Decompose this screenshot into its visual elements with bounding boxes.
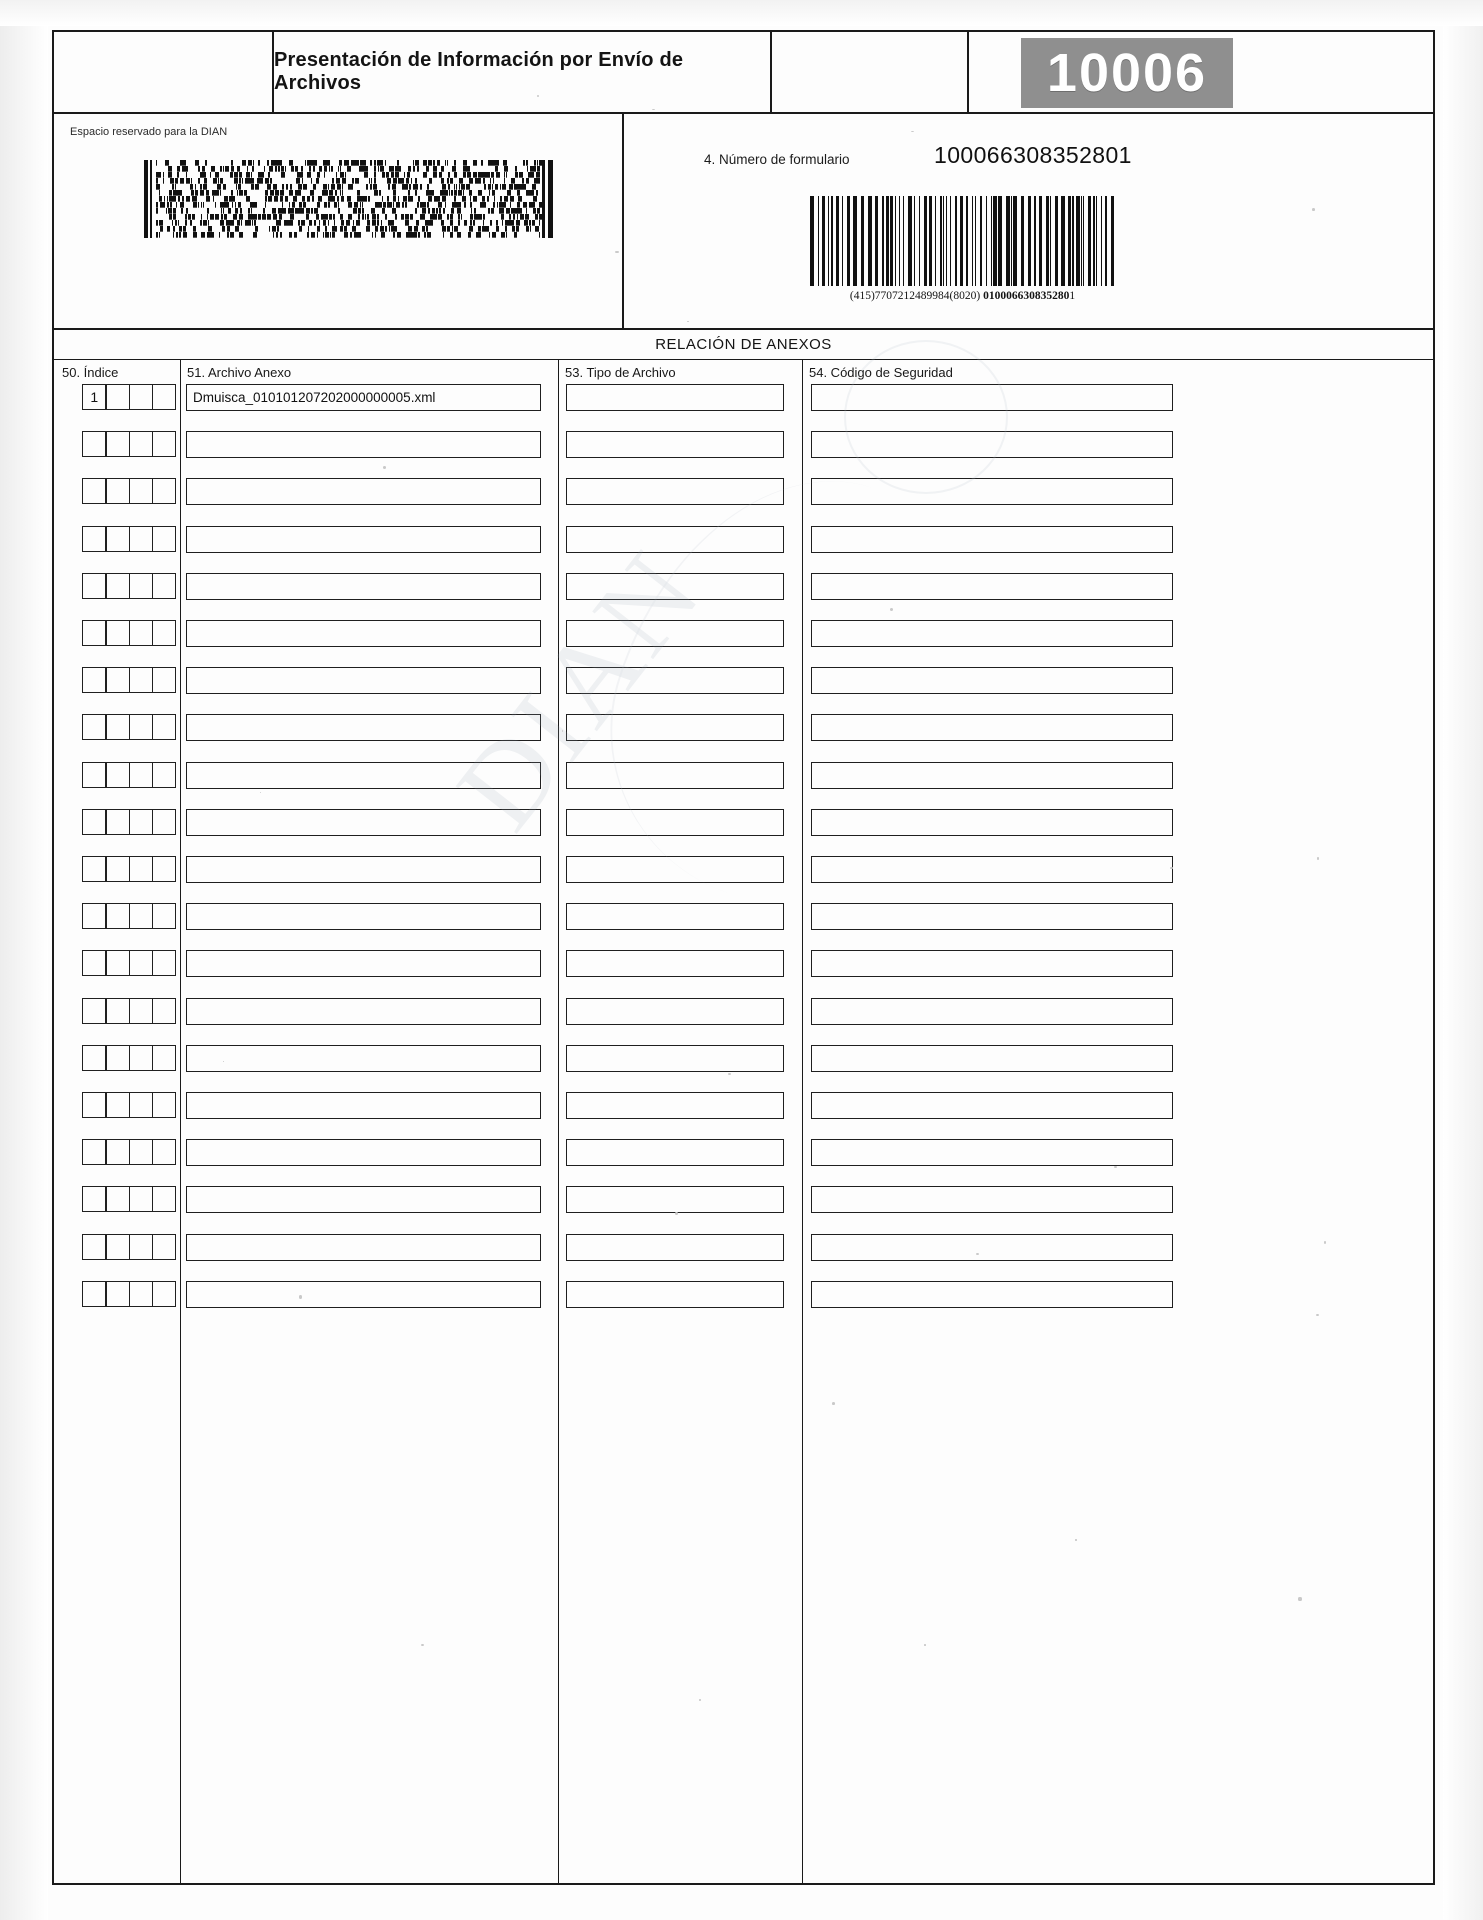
indice-boxes[interactable] <box>82 856 180 882</box>
indice-cell[interactable] <box>82 526 107 552</box>
archivo-anexo-field[interactable] <box>186 478 541 505</box>
archivo-anexo-field[interactable] <box>186 431 541 458</box>
indice-cell[interactable] <box>82 478 107 504</box>
indice-cell[interactable] <box>152 998 177 1024</box>
codigo-seguridad-field[interactable] <box>811 620 1173 647</box>
scan-speck <box>615 251 618 253</box>
scan-speck <box>1324 1241 1326 1243</box>
indice-boxes[interactable] <box>82 809 180 835</box>
tipo-archivo-field[interactable] <box>566 384 784 411</box>
table-row <box>54 1281 1433 1328</box>
indice-cell[interactable] <box>105 856 130 882</box>
indice-boxes[interactable] <box>82 714 180 740</box>
indice-cell[interactable] <box>82 762 107 788</box>
scan-speck <box>687 321 689 323</box>
tipo-archivo-field[interactable] <box>566 856 784 883</box>
scan-speck <box>1114 1166 1117 1168</box>
table-row <box>54 714 1433 761</box>
codigo-seguridad-field[interactable] <box>811 998 1173 1025</box>
indice-boxes[interactable] <box>82 1092 180 1118</box>
indice-cell[interactable] <box>105 809 130 835</box>
indice-boxes[interactable] <box>82 526 180 552</box>
column-header-tipo: 53. Tipo de Archivo <box>565 365 676 380</box>
table-row <box>54 762 1433 809</box>
tipo-archivo-field[interactable] <box>566 526 784 553</box>
indice-cell[interactable] <box>152 1234 177 1260</box>
code128-barcode-icon <box>810 196 1115 286</box>
codigo-seguridad-field[interactable] <box>811 431 1173 458</box>
indice-cell[interactable] <box>82 667 107 693</box>
column-header-indice: 50. Índice <box>62 365 119 380</box>
archivo-anexo-field[interactable]: Dmuisca_010101207202000000005.xml <box>186 384 541 411</box>
form-number-value: 100066308352801 <box>934 142 1132 168</box>
scan-edge-left <box>0 0 48 1920</box>
anexos-table <box>54 360 1433 1883</box>
codigo-seguridad-field[interactable] <box>811 714 1173 741</box>
scan-speck <box>699 1699 700 1701</box>
scan-speck <box>1298 1597 1301 1600</box>
scan-speck <box>260 792 261 793</box>
codigo-seguridad-field[interactable] <box>811 1281 1173 1308</box>
archivo-anexo-field[interactable] <box>186 714 541 741</box>
archivo-anexo-field[interactable] <box>186 950 541 977</box>
header-spacer-cell <box>772 32 969 112</box>
barcode-caption-suffix: 1 <box>1069 290 1076 302</box>
codigo-seguridad-field[interactable] <box>811 478 1173 505</box>
table-row <box>54 384 1433 431</box>
table-row <box>54 1045 1433 1092</box>
archivo-anexo-field[interactable] <box>186 856 541 883</box>
table-row <box>54 998 1433 1045</box>
codigo-seguridad-field[interactable] <box>811 903 1173 930</box>
indice-boxes[interactable] <box>82 1281 180 1307</box>
indice-cell[interactable] <box>152 856 177 882</box>
indice-boxes[interactable] <box>82 762 180 788</box>
tipo-archivo-field[interactable] <box>566 1045 784 1072</box>
form-frame <box>52 30 1435 1885</box>
indice-boxes[interactable] <box>82 478 180 504</box>
indice-cell[interactable] <box>152 809 177 835</box>
indice-cell[interactable] <box>152 526 177 552</box>
tipo-archivo-field[interactable] <box>566 1281 784 1308</box>
tipo-archivo-field[interactable] <box>566 1234 784 1261</box>
codigo-seguridad-field[interactable] <box>811 762 1173 789</box>
indice-cell[interactable] <box>152 573 177 599</box>
indice-cell[interactable] <box>129 856 154 882</box>
indice-boxes[interactable] <box>82 431 180 457</box>
indice-cell[interactable] <box>129 903 154 929</box>
indice-cell[interactable] <box>129 714 154 740</box>
archivo-anexo-field[interactable] <box>186 762 541 789</box>
indice-cell[interactable] <box>152 1139 177 1165</box>
indice-cell[interactable] <box>152 762 177 788</box>
barcode-caption-prefix: (415)7707212489984(8020) <box>849 290 984 302</box>
dian-reserved-area <box>54 114 624 328</box>
codigo-seguridad-field[interactable] <box>811 809 1173 836</box>
archivo-anexo-field[interactable] <box>186 526 541 553</box>
indice-cell[interactable] <box>129 573 154 599</box>
form-number-area <box>624 114 1435 328</box>
table-row <box>54 950 1433 997</box>
indice-boxes[interactable] <box>82 667 180 693</box>
table-row <box>54 1234 1433 1281</box>
indice-cell[interactable] <box>152 1045 177 1071</box>
indice-boxes[interactable] <box>82 950 180 976</box>
codigo-seguridad-field[interactable] <box>811 1234 1173 1261</box>
indice-cell[interactable] <box>105 903 130 929</box>
codigo-seguridad-field[interactable] <box>811 1092 1173 1119</box>
tipo-archivo-field[interactable] <box>566 667 784 694</box>
scan-speck <box>832 1402 835 1405</box>
scan-edge-top <box>0 0 1483 26</box>
indice-cell[interactable] <box>105 714 130 740</box>
table-row <box>54 573 1433 620</box>
codigo-seguridad-field[interactable] <box>811 667 1173 694</box>
table-row <box>54 620 1433 667</box>
codigo-seguridad-field[interactable] <box>811 1139 1173 1166</box>
archivo-anexo-field[interactable] <box>186 1234 541 1261</box>
table-row <box>54 431 1433 478</box>
indice-cell[interactable] <box>129 620 154 646</box>
indice-boxes[interactable] <box>82 998 180 1024</box>
indice-cell[interactable] <box>152 431 177 457</box>
header-left-cell <box>54 32 274 112</box>
tipo-archivo-field[interactable] <box>566 950 784 977</box>
archivo-anexo-field[interactable] <box>186 809 541 836</box>
archivo-anexo-field[interactable] <box>186 998 541 1025</box>
scan-edge-right <box>1443 0 1483 1920</box>
indice-cell[interactable] <box>105 478 130 504</box>
indice-boxes[interactable] <box>82 1234 180 1260</box>
indice-cell[interactable] <box>129 526 154 552</box>
table-row <box>54 526 1433 573</box>
header-band <box>54 32 1433 114</box>
indice-cell[interactable] <box>152 1092 177 1118</box>
indice-cell[interactable] <box>152 903 177 929</box>
indice-cell[interactable] <box>152 620 177 646</box>
archivo-anexo-field[interactable] <box>186 667 541 694</box>
table-row <box>54 1139 1433 1186</box>
indice-cell[interactable] <box>82 809 107 835</box>
tipo-archivo-field[interactable] <box>566 573 784 600</box>
pdf417-barcode-icon <box>144 160 554 238</box>
indice-cell[interactable] <box>82 573 107 599</box>
codigo-seguridad-field[interactable] <box>811 526 1173 553</box>
indice-cell[interactable] <box>82 1092 107 1118</box>
indice-cell[interactable] <box>152 950 177 976</box>
indice-cell[interactable] <box>152 1186 177 1212</box>
identification-band <box>54 114 1433 330</box>
scan-speck <box>1317 857 1318 860</box>
table-row <box>54 809 1433 856</box>
indice-cell[interactable] <box>82 431 107 457</box>
scan-speck <box>1075 1539 1077 1540</box>
tipo-archivo-field[interactable] <box>566 714 784 741</box>
barcode-caption <box>810 290 1115 302</box>
tipo-archivo-field[interactable] <box>566 762 784 789</box>
archivo-anexo-field[interactable] <box>186 1139 541 1166</box>
form-number-label: 4. Número de formulario <box>704 152 850 167</box>
indice-cell[interactable] <box>82 1234 107 1260</box>
archivo-anexo-field[interactable] <box>186 620 541 647</box>
indice-cell[interactable] <box>105 573 130 599</box>
indice-cell[interactable] <box>105 384 130 410</box>
barcode-caption-bold: 010006630835280 <box>983 290 1070 302</box>
indice-cell[interactable] <box>105 431 130 457</box>
indice-cell[interactable] <box>152 478 177 504</box>
archivo-anexo-field[interactable] <box>186 1045 541 1072</box>
indice-cell[interactable] <box>105 1234 130 1260</box>
indice-cell[interactable] <box>105 667 130 693</box>
table-row <box>54 1092 1433 1139</box>
indice-boxes[interactable] <box>82 903 180 929</box>
indice-cell[interactable] <box>82 856 107 882</box>
indice-cell[interactable] <box>105 1186 130 1212</box>
indice-cell[interactable] <box>105 1045 130 1071</box>
indice-cell[interactable] <box>82 620 107 646</box>
table-row <box>54 478 1433 525</box>
indice-cell[interactable] <box>82 1045 107 1071</box>
form-code-badge: 10006 <box>1021 38 1233 108</box>
tipo-archivo-field[interactable] <box>566 478 784 505</box>
indice-cell[interactable] <box>129 431 154 457</box>
indice-cell[interactable] <box>129 1186 154 1212</box>
indice-cell[interactable] <box>105 950 130 976</box>
table-row <box>54 1186 1433 1233</box>
indice-cell[interactable] <box>129 998 154 1024</box>
indice-cell[interactable] <box>82 714 107 740</box>
indice-boxes[interactable] <box>82 573 180 599</box>
scan-speck <box>1170 867 1173 868</box>
indice-cell[interactable] <box>105 762 130 788</box>
indice-cell[interactable] <box>82 903 107 929</box>
indice-cell[interactable] <box>82 998 107 1024</box>
scan-speck <box>911 131 914 132</box>
codigo-seguridad-field[interactable] <box>811 1186 1173 1213</box>
archivo-anexo-field[interactable] <box>186 903 541 930</box>
indice-cell[interactable] <box>129 384 154 410</box>
indice-cell[interactable] <box>129 478 154 504</box>
indice-cell[interactable]: 1 <box>82 384 107 410</box>
tipo-archivo-field[interactable] <box>566 903 784 930</box>
indice-cell[interactable] <box>105 1281 130 1307</box>
indice-cell[interactable] <box>129 1092 154 1118</box>
indice-cell[interactable] <box>105 620 130 646</box>
column-header-archivo: 51. Archivo Anexo <box>187 365 292 380</box>
page-title: Presentación de Información por Envío de Archivos <box>274 32 772 112</box>
column-header-codigo: 54. Código de Seguridad <box>809 365 953 380</box>
indice-cell[interactable] <box>129 809 154 835</box>
archivo-anexo-field[interactable] <box>186 1092 541 1119</box>
indice-cell[interactable] <box>82 950 107 976</box>
indice-cell[interactable] <box>129 1045 154 1071</box>
scan-speck <box>924 1644 925 1646</box>
indice-boxes[interactable] <box>82 1186 180 1212</box>
indice-cell[interactable] <box>129 762 154 788</box>
tipo-archivo-field[interactable] <box>566 1139 784 1166</box>
codigo-seguridad-field[interactable] <box>811 384 1173 411</box>
indice-cell[interactable] <box>82 1281 107 1307</box>
section-title: RELACIÓN DE ANEXOS <box>54 330 1433 360</box>
table-row <box>54 856 1433 903</box>
indice-cell[interactable] <box>129 1234 154 1260</box>
indice-cell[interactable] <box>152 667 177 693</box>
codigo-seguridad-field[interactable] <box>811 573 1173 600</box>
tipo-archivo-field[interactable] <box>566 431 784 458</box>
indice-cell[interactable] <box>129 1281 154 1307</box>
tipo-archivo-field[interactable] <box>566 1092 784 1119</box>
indice-cell[interactable] <box>105 998 130 1024</box>
scan-speck <box>652 109 655 110</box>
indice-boxes[interactable] <box>82 620 180 646</box>
indice-cell[interactable] <box>152 384 177 410</box>
indice-cell[interactable] <box>105 1092 130 1118</box>
indice-cell[interactable] <box>152 714 177 740</box>
indice-boxes[interactable] <box>82 1045 180 1071</box>
indice-cell[interactable] <box>129 667 154 693</box>
seal-text: DIAN <box>431 526 727 853</box>
table-row <box>54 667 1433 714</box>
indice-boxes[interactable] <box>82 384 180 410</box>
indice-cell[interactable] <box>105 526 130 552</box>
table-row <box>54 903 1433 950</box>
scan-speck <box>421 1644 423 1646</box>
tipo-archivo-field[interactable] <box>566 809 784 836</box>
tipo-archivo-field[interactable] <box>566 620 784 647</box>
archivo-anexo-field[interactable] <box>186 1281 541 1308</box>
codigo-seguridad-field[interactable] <box>811 856 1173 883</box>
indice-cell[interactable] <box>105 1139 130 1165</box>
indice-cell[interactable] <box>129 1139 154 1165</box>
indice-boxes[interactable] <box>82 1139 180 1165</box>
tipo-archivo-field[interactable] <box>566 998 784 1025</box>
codigo-seguridad-field[interactable] <box>811 1045 1173 1072</box>
indice-cell[interactable] <box>82 1186 107 1212</box>
indice-cell[interactable] <box>82 1139 107 1165</box>
tipo-archivo-field[interactable] <box>566 1186 784 1213</box>
indice-cell[interactable] <box>129 950 154 976</box>
archivo-anexo-field[interactable] <box>186 573 541 600</box>
indice-cell[interactable] <box>152 1281 177 1307</box>
codigo-seguridad-field[interactable] <box>811 950 1173 977</box>
scan-speck <box>728 1073 731 1075</box>
dian-reserved-label: Espacio reservado para la DIAN <box>70 126 228 138</box>
archivo-anexo-field[interactable] <box>186 1186 541 1213</box>
